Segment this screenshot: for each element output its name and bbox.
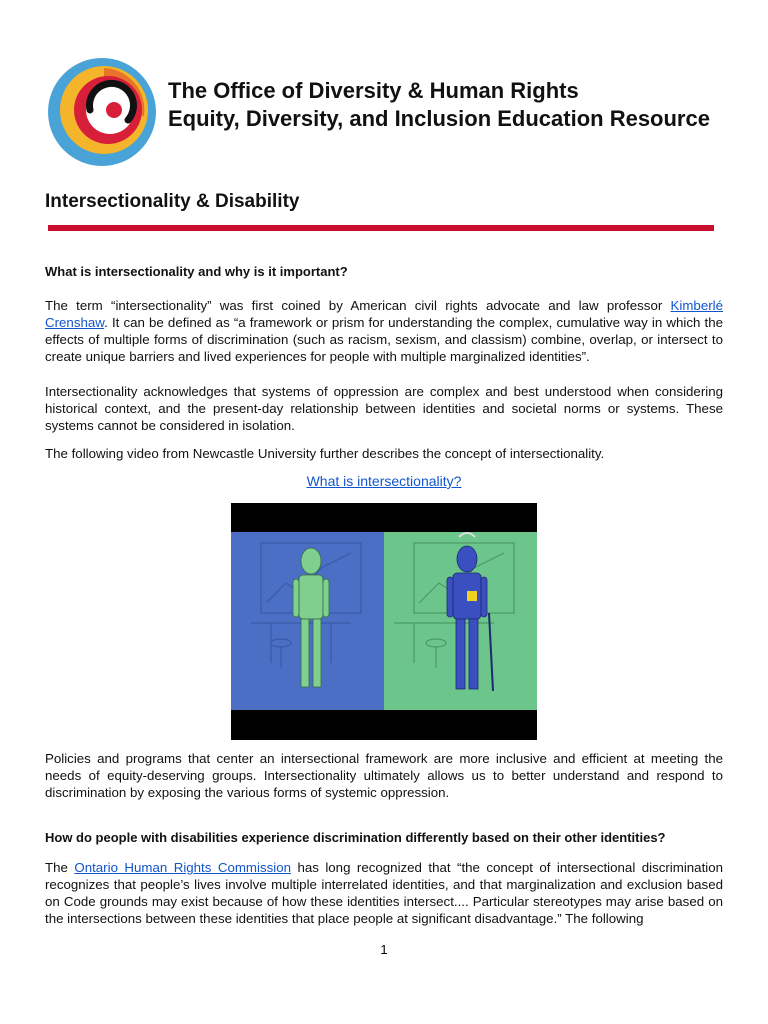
paragraph-definition-text-b: . It can be defined as “a framework or prism for understanding the complex, cumulative way in which the effects of multiple forms of discrimination (such as racism, sexism, and classism) combine, overlap, or intersect to create unique barriers and lived experiences for people with multiple marginalized identities”. <box>45 315 723 364</box>
org-title-line1: The Office of Diversity & Human Rights <box>168 78 579 103</box>
section-divider <box>48 225 714 231</box>
question-heading-1: What is intersectionality and why is it important? <box>45 264 348 279</box>
paragraph-video-intro: The following video from Newcastle University further describes the concept of intersectionality. <box>45 446 605 461</box>
crenshaw-link[interactable]: Kimberlé Crenshaw <box>45 298 723 330</box>
office-logo <box>44 52 160 170</box>
paragraph-ohrc-text-a: The <box>45 860 75 875</box>
question-heading-2: How do people with disabilities experience discrimination differently based on their other identities? <box>45 830 666 845</box>
org-title <box>168 77 710 133</box>
section-title: Intersectionality & Disability <box>45 191 300 212</box>
page-number: 1 <box>380 942 388 957</box>
paragraph-definition <box>45 297 723 365</box>
org-title-line2: Equity, Diversity, and Inclusion Education Resource <box>168 106 710 131</box>
paragraph-policies: Policies and programs that center an intersectional framework are more inclusive and efficient at meeting the needs of equity-deserving groups. Intersectionality ultimately allows us to better understand and respond to discrimination by exposing the various forms of systemic oppression. <box>45 751 723 800</box>
ohrc-link[interactable]: Ontario Human Rights Commission <box>74 860 291 875</box>
video-link <box>0 473 768 489</box>
paragraph-definition-text-a: The term “intersectionality” was first coined by American civil rights advocate and law professor <box>45 298 671 313</box>
paragraph-ohrc-text-b: has long recognized that “the concept of intersectional discrimination recognizes that people’s lives involve multiple interrelated identities, and that marginalization and exclusion based on Code grounds may exist because of how these identities intersect.... Particular stereotypes may arise based on the intersections between these identities that place people at significant disadvantage.” The following <box>45 860 724 926</box>
video-thumbnail[interactable] <box>231 503 537 740</box>
paragraph-systems: Intersectionality acknowledges that systems of oppression are complex and best understood when considering historical context, and the present-day relationship between identities and societal norms or systems. These systems cannot be considered in isolation. <box>45 384 723 433</box>
badge-shape <box>467 591 477 601</box>
paragraph-ohrc <box>45 859 723 927</box>
video-link-text[interactable]: What is intersectionality? <box>306 473 462 489</box>
